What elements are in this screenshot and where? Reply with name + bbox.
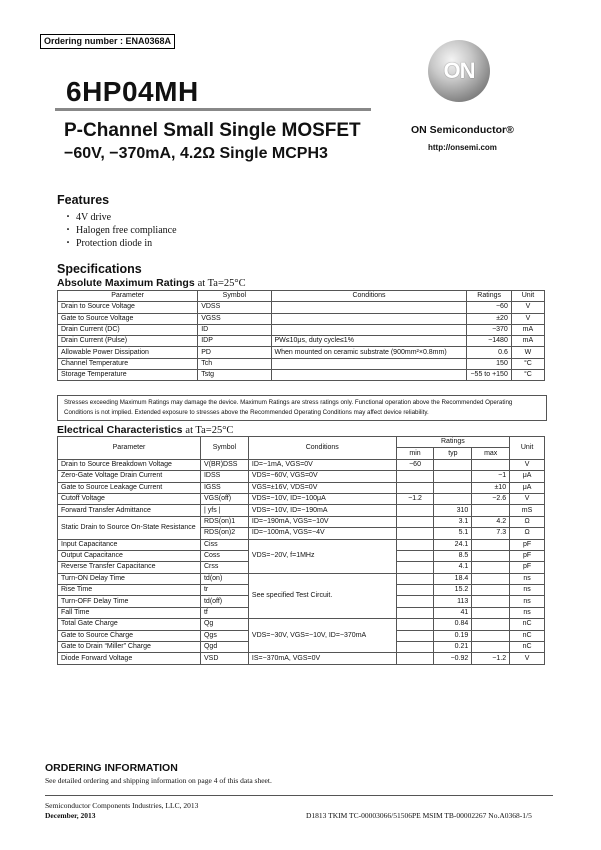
table-cell: V [511, 313, 544, 324]
footer-copyright: Semiconductor Components Industries, LLC, 2013 [45, 801, 199, 810]
footer-date: December, 2013 [45, 811, 96, 820]
table-cell: Drain to Source Voltage [58, 302, 198, 313]
table-row [58, 336, 545, 347]
table-cell: V [511, 302, 544, 313]
table-cell: 0.19 [434, 630, 472, 641]
column-header: Unit [510, 437, 545, 460]
table-cell: VGS=±16V, VDS=0V [248, 482, 396, 493]
table-cell: pF [510, 550, 545, 561]
table-cell: RDS(on)2 [200, 528, 248, 539]
table-cell: 0.21 [434, 642, 472, 653]
table-cell: 18.4 [434, 573, 472, 584]
table-cell: Reverse Transfer Capacitance [58, 562, 201, 573]
table-cell: −1480 [467, 336, 511, 347]
list-item: ・ Protection diode in [63, 237, 177, 250]
table-cell: Input Capacitance [58, 539, 201, 550]
company-name: ON Semiconductor® [411, 124, 514, 136]
table-cell: 150 [467, 358, 511, 369]
part-number: 6HP04MH [66, 76, 199, 107]
table-row [58, 619, 545, 630]
column-header: Symbol [198, 291, 271, 302]
table-cell: RDS(on)1 [200, 516, 248, 527]
table-cell [472, 619, 510, 630]
table-cell: IDSS [200, 471, 248, 482]
table-cell: ns [510, 596, 545, 607]
table-cell: Rise Time [58, 585, 201, 596]
table-cell: Static Drain to Source On-State Resistance [58, 516, 201, 539]
table-cell: °C [511, 358, 544, 369]
table-cell: Allowable Power Dissipation [58, 347, 198, 358]
table-cell: 310 [434, 505, 472, 516]
electrical-characteristics-heading: Electrical Characteristics at Ta=25°C [57, 424, 234, 436]
product-subtitle: −60V, −370mA, 4.2Ω Single MCPH3 [64, 145, 328, 162]
table-cell [396, 619, 434, 630]
table-cell: Gate to Drain “Miller” Charge [58, 642, 201, 653]
column-header: Ratings [467, 291, 511, 302]
table-cell: Crss [200, 562, 248, 573]
table-cell [472, 562, 510, 573]
electrical-characteristics-table [57, 436, 545, 665]
table-cell: Drain Current (DC) [58, 324, 198, 335]
table-cell [472, 550, 510, 561]
table-cell [396, 573, 434, 584]
column-header: Parameter [58, 437, 201, 460]
column-header: Conditions [271, 291, 467, 302]
ordering-info-heading: ORDERING INFORMATION [45, 762, 178, 774]
table-cell: ID=−100mA, VGS=−4V [248, 528, 396, 539]
column-header: Symbol [200, 437, 248, 460]
table-row [58, 313, 545, 324]
table-cell: VDSS [198, 302, 271, 313]
table-row [58, 358, 545, 369]
table-cell: ±10 [472, 482, 510, 493]
table-cell: Ω [510, 528, 545, 539]
table-cell: Tch [198, 358, 271, 369]
header-row [58, 291, 545, 302]
table-cell [472, 596, 510, 607]
specifications-heading: Specifications [57, 262, 142, 276]
table-cell [472, 607, 510, 618]
table-cell: −55 to +150 [467, 370, 511, 381]
table-cell: VDS=−10V, ID=−100μA [248, 493, 396, 504]
table-cell: mA [511, 324, 544, 335]
table-cell [396, 528, 434, 539]
table-cell: Cutoff Voltage [58, 493, 201, 504]
table-cell [434, 493, 472, 504]
table-row [58, 370, 545, 381]
table-cell: 8.5 [434, 550, 472, 561]
list-item: ・ 4V drive [63, 211, 177, 224]
column-header: max [472, 448, 510, 459]
table-cell: V [510, 459, 545, 470]
table-cell: VGS(off) [200, 493, 248, 504]
table-cell: Diode Forward Voltage [58, 653, 201, 664]
table-row [58, 324, 545, 335]
company-url[interactable]: http://onsemi.com [428, 143, 497, 152]
on-semi-logo [428, 40, 490, 102]
table-cell: tr [200, 585, 248, 596]
table-cell: Tstg [198, 370, 271, 381]
table-cell: 0.84 [434, 619, 472, 630]
column-header: Parameter [58, 291, 198, 302]
table-cell: V [510, 493, 545, 504]
table-cell [472, 505, 510, 516]
table-cell [271, 370, 467, 381]
table-cell [472, 459, 510, 470]
table-cell [396, 642, 434, 653]
table-cell: td(on) [200, 573, 248, 584]
table-cell: ns [510, 607, 545, 618]
table-cell: 0.6 [467, 347, 511, 358]
table-cell: 113 [434, 596, 472, 607]
table-cell: 41 [434, 607, 472, 618]
list-item: ・ Halogen free compliance [63, 224, 177, 237]
table-cell [472, 585, 510, 596]
table-cell [396, 505, 434, 516]
title-divider [55, 108, 371, 111]
table-row [58, 459, 545, 470]
table-cell: 4.2 [472, 516, 510, 527]
table-cell: Zero-Gate Voltage Drain Current [58, 471, 201, 482]
features-heading: Features [57, 193, 110, 207]
table-cell: W [511, 347, 544, 358]
table-cell: Coss [200, 550, 248, 561]
table-cell: Total Gate Charge [58, 619, 201, 630]
table-cell: ns [510, 585, 545, 596]
table-cell [434, 482, 472, 493]
table-row [58, 573, 545, 584]
table-cell: Gate to Source Voltage [58, 313, 198, 324]
table-cell: 7.3 [472, 528, 510, 539]
table-cell: 4.1 [434, 562, 472, 573]
table-cell: Ciss [200, 539, 248, 550]
table-cell: Gate to Source Leakage Current [58, 482, 201, 493]
table-cell: VDS=−20V, f=1MHz [248, 539, 396, 573]
table-cell: −1 [472, 471, 510, 482]
table-cell: Ω [510, 516, 545, 527]
column-header: Conditions [248, 437, 396, 460]
table-cell: PD [198, 347, 271, 358]
table-cell [396, 653, 434, 664]
table-cell: Qg [200, 619, 248, 630]
table-cell [396, 539, 434, 550]
table-cell: V(BR)DSS [200, 459, 248, 470]
features-list [63, 211, 177, 250]
table-cell: μA [510, 482, 545, 493]
table-row [58, 505, 545, 516]
table-cell [396, 471, 434, 482]
table-cell: ID=−1mA, VGS=0V [248, 459, 396, 470]
table-cell: ±20 [467, 313, 511, 324]
table-cell: IS=−370mA, VGS=0V [248, 653, 396, 664]
table-cell: nC [510, 619, 545, 630]
table-row [58, 539, 545, 550]
table-cell: 15.2 [434, 585, 472, 596]
table-cell: −370 [467, 324, 511, 335]
table-cell [472, 630, 510, 641]
table-cell: ID=−190mA, VGS=−10V [248, 516, 396, 527]
table-cell: See specified Test Circuit. [248, 573, 396, 619]
table-cell [434, 459, 472, 470]
column-header: min [396, 448, 434, 459]
table-cell [396, 630, 434, 641]
column-header: Unit [511, 291, 544, 302]
table-cell: °C [511, 370, 544, 381]
table-cell: −1.2 [472, 653, 510, 664]
table-cell: 3.1 [434, 516, 472, 527]
table-cell: VDS=−30V, VGS=−10V, ID=−370mA [248, 619, 396, 653]
table-cell [396, 550, 434, 561]
table-cell: Qgs [200, 630, 248, 641]
table-cell [396, 585, 434, 596]
footer-doc-code: D1813 TKIM TC-00003066/51506PE MSIM TB-00002267 No.A0368-1/5 [306, 811, 532, 820]
table-cell [271, 302, 467, 313]
table-cell: When mounted on ceramic substrate (900mm²×0.8mm) [271, 347, 467, 358]
table-cell: VGSS [198, 313, 271, 324]
table-row [58, 302, 545, 313]
table-cell: VDS=−60V, VGS=0V [248, 471, 396, 482]
table-cell: Turn-OFF Delay Time [58, 596, 201, 607]
table-cell: nC [510, 642, 545, 653]
table-cell [396, 596, 434, 607]
table-cell: Turn-ON Delay Time [58, 573, 201, 584]
table-cell [396, 562, 434, 573]
table-cell: VDS=−10V, ID=−190mA [248, 505, 396, 516]
table-row [58, 471, 545, 482]
table-cell: V [510, 653, 545, 664]
table-cell: mA [511, 336, 544, 347]
table-cell: −60 [467, 302, 511, 313]
table-row [58, 653, 545, 664]
table-cell: IGSS [200, 482, 248, 493]
table-cell [472, 539, 510, 550]
table-cell: Drain to Source Breakdown Voltage [58, 459, 201, 470]
table-cell: Channel Temperature [58, 358, 198, 369]
table-cell: IDP [198, 336, 271, 347]
footer-divider [45, 795, 553, 796]
ordering-info-text: See detailed ordering and shipping information on page 4 of this data sheet. [45, 776, 272, 785]
table-cell [434, 471, 472, 482]
stress-note: Stresses exceeding Maximum Ratings may damage the device. Maximum Ratings are stress ratings only. Functional operation above the Recommended Operating Conditions is not implied. Extended exposure to stresses above the Recommended Operating Conditions may affect device reliability. [57, 395, 547, 421]
table-cell [271, 358, 467, 369]
table-cell: Output Capacitance [58, 550, 201, 561]
ordering-number: Ordering number : ENA0368A [40, 34, 175, 49]
table-cell: pF [510, 562, 545, 573]
column-header: Ratings [396, 437, 509, 448]
table-cell [271, 324, 467, 335]
table-cell: | yfs | [200, 505, 248, 516]
table-cell: Qgd [200, 642, 248, 653]
table-cell [472, 573, 510, 584]
table-cell: 24.1 [434, 539, 472, 550]
product-title: P-Channel Small Single MOSFET [64, 120, 361, 141]
table-cell: Gate to Source Charge [58, 630, 201, 641]
table-cell [396, 482, 434, 493]
absolute-max-ratings-table [57, 290, 545, 381]
table-cell: ns [510, 573, 545, 584]
table-cell [396, 607, 434, 618]
table-row [58, 347, 545, 358]
table-cell: Fall Time [58, 607, 201, 618]
logo-text: ON [443, 58, 475, 83]
table-cell [271, 313, 467, 324]
column-header: typ [434, 448, 472, 459]
table-cell: −1.2 [396, 493, 434, 504]
table-cell: −0.92 [434, 653, 472, 664]
table-cell: tf [200, 607, 248, 618]
table-cell: −2.6 [472, 493, 510, 504]
table-cell: VSD [200, 653, 248, 664]
table-cell: μA [510, 471, 545, 482]
table-row [58, 516, 545, 527]
table-cell: Drain Current (Pulse) [58, 336, 198, 347]
amr-heading: Absolute Maximum Ratings at Ta=25°C [57, 277, 246, 289]
table-cell: PW≤10μs, duty cycle≤1% [271, 336, 467, 347]
table-row [58, 493, 545, 504]
table-cell: mS [510, 505, 545, 516]
table-cell: −60 [396, 459, 434, 470]
table-cell: td(off) [200, 596, 248, 607]
table-cell: 5.1 [434, 528, 472, 539]
table-cell [396, 516, 434, 527]
table-row [58, 482, 545, 493]
table-cell: ID [198, 324, 271, 335]
table-cell [472, 642, 510, 653]
table-cell: pF [510, 539, 545, 550]
table-cell: nC [510, 630, 545, 641]
table-cell: Forward Transfer Admittance [58, 505, 201, 516]
table-cell: Storage Temperature [58, 370, 198, 381]
